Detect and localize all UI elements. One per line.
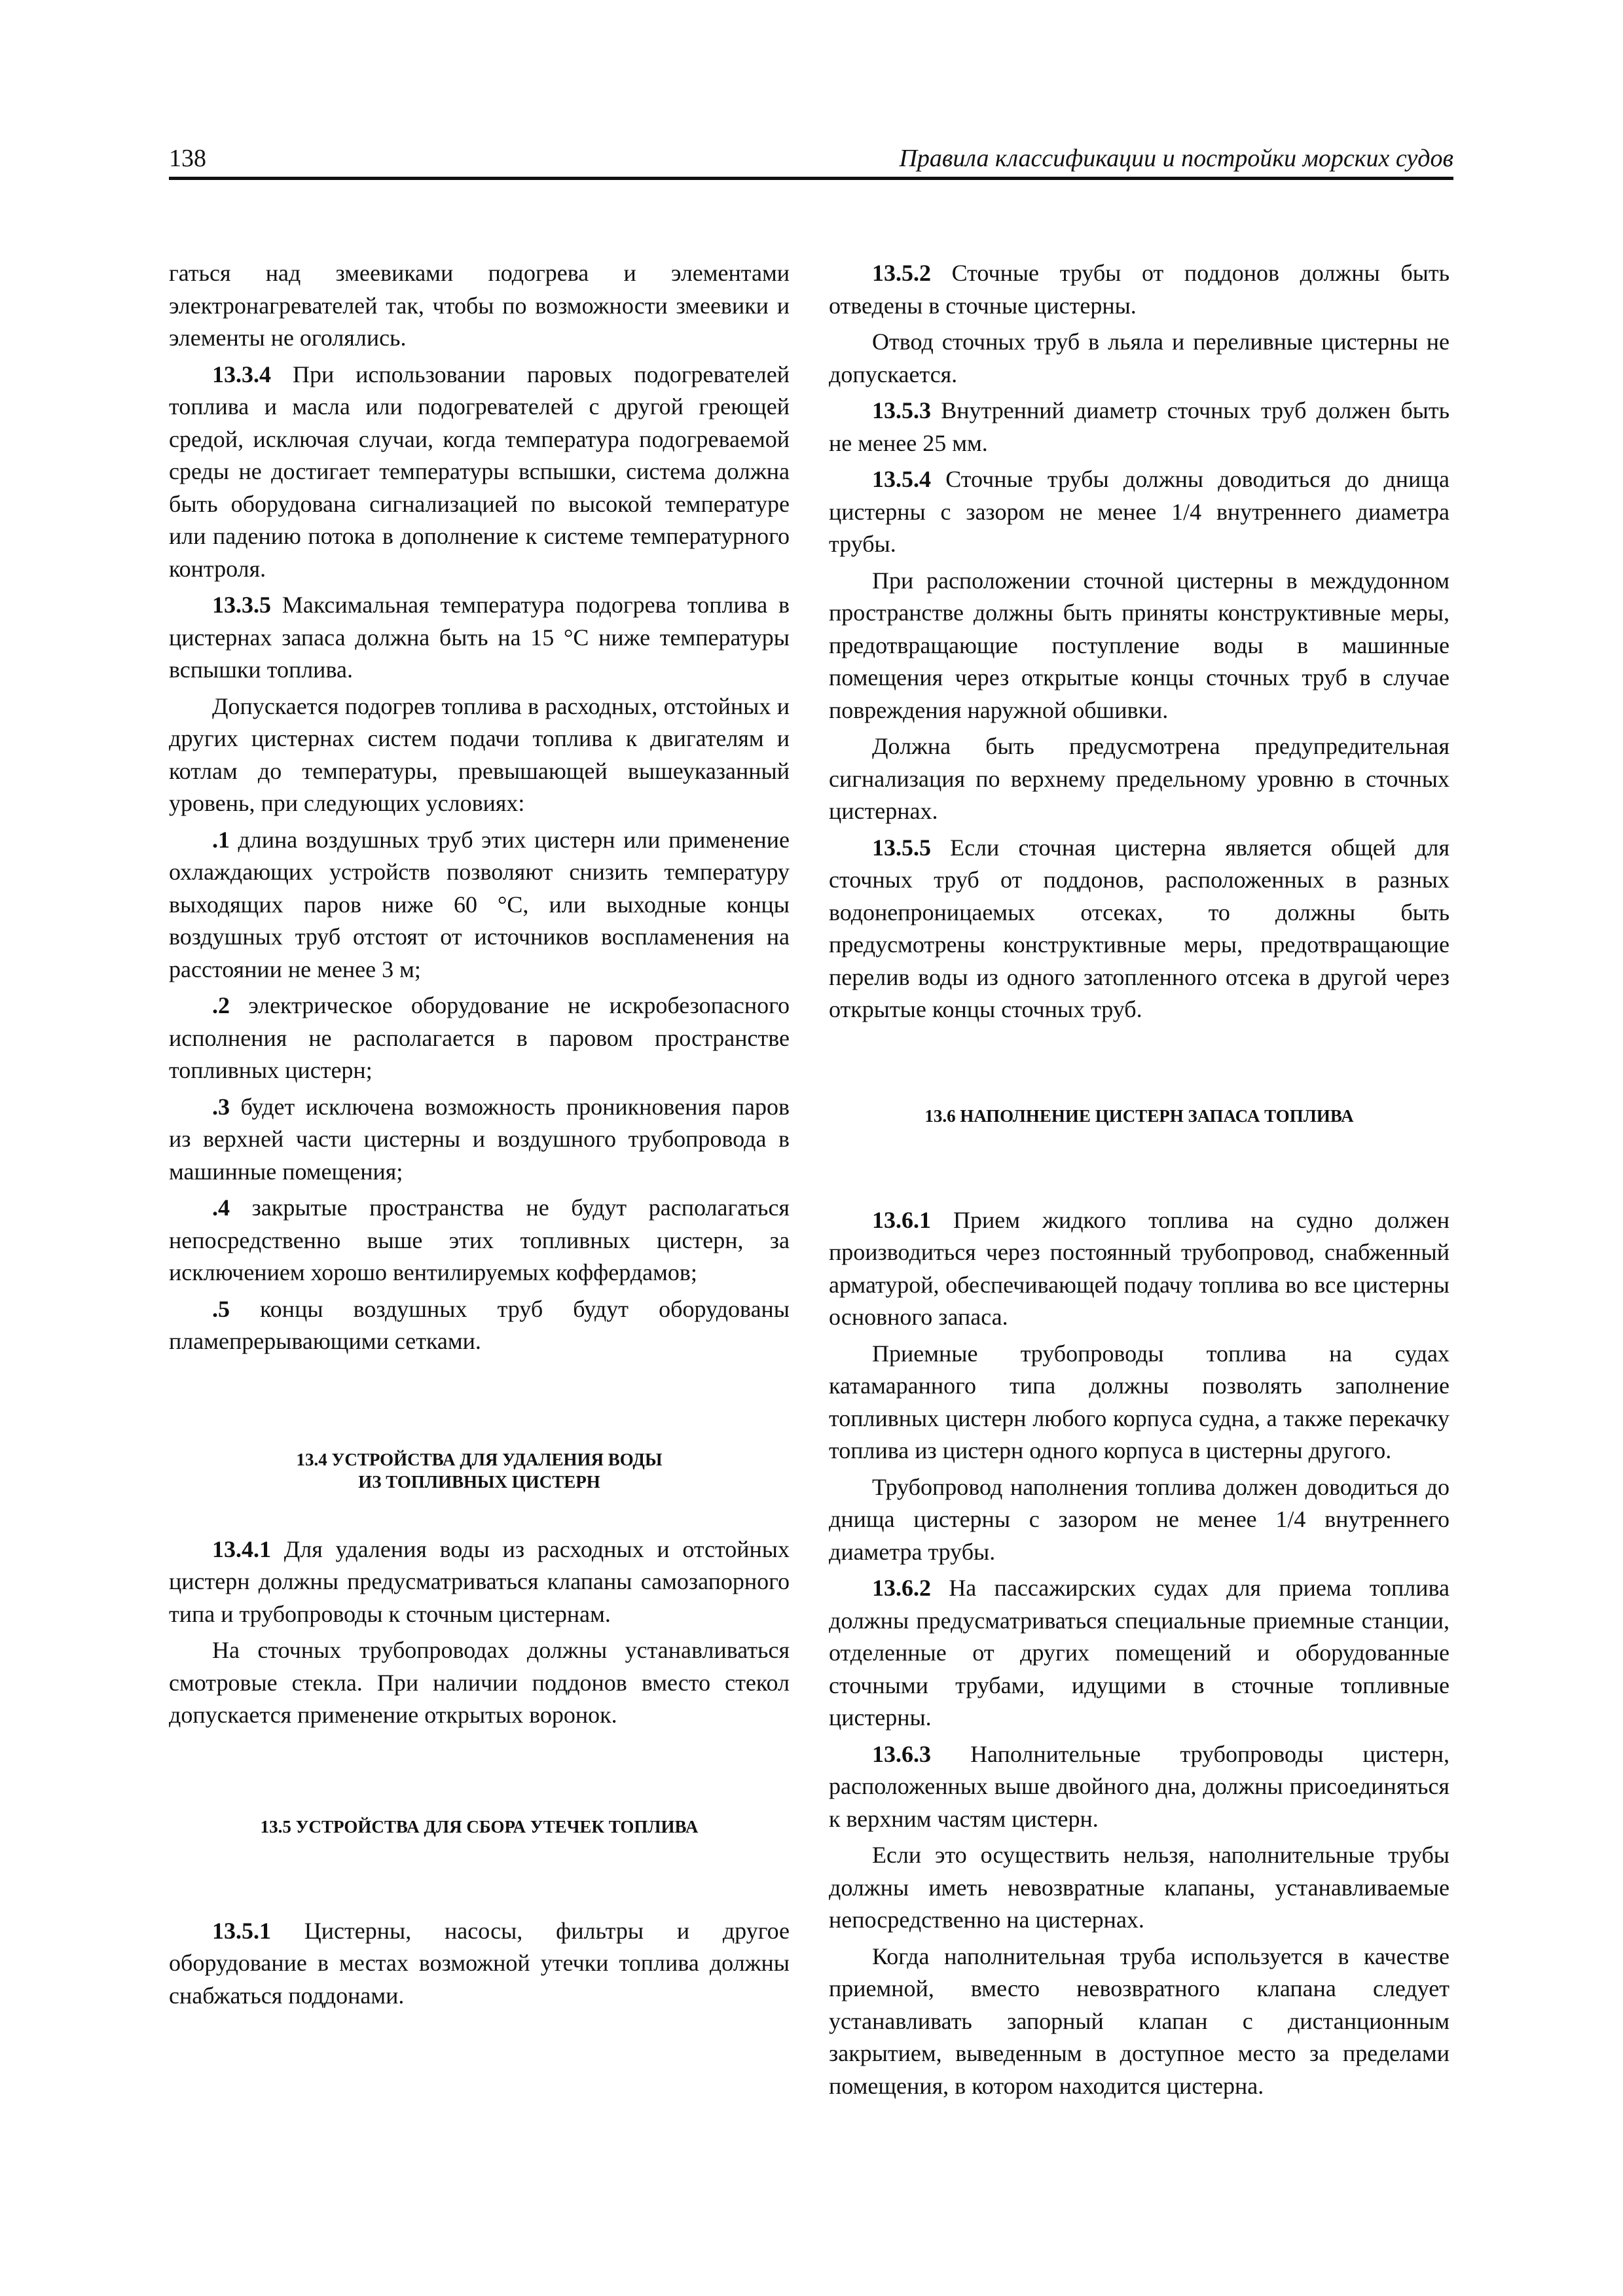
paragraph-13-3-5: 13.3.5 Максимальная температура подогрева топлива в цистернах запаса должна быть на 15 °С ниже температуры вспышки топлива. bbox=[169, 592, 790, 683]
paragraph: Если это осуществить нельзя, наполнительные трубы должны иметь невозвратные клапаны, устанавливаемые непосредственно на цистернах. bbox=[829, 1842, 1450, 1933]
paragraph-13-3-4: 13.3.4 При использовании паровых подогревателей топлива и масла или подогревателей с другой греющей средой, исключая случаи, когда температура подогреваемой среды не достигает температуры вспышки, система должна быть оборудована сигнализацией по высокой температуре или падению потока в дополнение к системе температурного контроля. bbox=[169, 361, 790, 582]
list-item: .1 длина воздушных труб этих цистерн или применение охлаждающих устройств позволяют снизить температуру выходящих паров ниже 60 °С, или выходные концы воздушных труб отстоят от источников воспламенения на расстоянии не менее 3 м; bbox=[169, 826, 790, 982]
item-number: .1 bbox=[212, 826, 230, 853]
clause-number: 13.4.1 bbox=[212, 1535, 271, 1562]
paragraph-13-6-2: 13.6.2 На пассажирских судах для приема топлива должны предусматриваться специальные приемные станции, отделенные от других помещений и оборудованные сточными трубами, идущими в сточные топливные цистерны. bbox=[829, 1575, 1450, 1731]
item-number: .2 bbox=[212, 992, 230, 1018]
list-item: .2 электрическое оборудование не искробезопасного исполнения не располагается в паровом пространстве топливных цистерн; bbox=[169, 992, 790, 1083]
header-rule bbox=[169, 177, 1453, 180]
clause-number: 13.5.1 bbox=[212, 1917, 271, 1944]
page-number: 138 bbox=[169, 145, 206, 172]
paragraph: Когда наполнительная труба используется в качестве приемной, вместо невозвратного клапана следует устанавливать запорный клапан с дистанционным закрытием, выведенным в доступное место за пределами помещения, в котором находится цистерна. bbox=[829, 1943, 1450, 2099]
clause-number: 13.6.3 bbox=[872, 1740, 931, 1767]
paragraph-13-5-3: 13.5.3 Внутренний диаметр сточных труб должен быть не менее 25 мм. bbox=[829, 397, 1450, 456]
clause-number: 13.3.5 bbox=[212, 592, 271, 618]
page-header bbox=[169, 143, 1453, 181]
clause-number: 13.6.2 bbox=[872, 1575, 931, 1601]
clause-number: 13.5.3 bbox=[872, 397, 931, 423]
paragraph: Допускается подогрев топлива в расходных, отстойных и других цистернах систем подачи топлива к двигателям и котлам до температуры, превышающей вышеуказанный уровень, при следующих условиях: bbox=[169, 692, 790, 816]
paragraph-13-4-1: 13.4.1 Для удаления воды из расходных и отстойных цистерн должны предусматриваться клапаны самозапорного типа и трубопроводы к сточным цистернам. bbox=[169, 1535, 790, 1627]
paragraph: гаться над змеевиками подогрева и элементами электронагревателей так, чтобы по возможности змеевики и элементы не оголялись. bbox=[169, 260, 790, 351]
paragraph: Должна быть предусмотрена предупредительная сигнализация по верхнему предельному уровню в сточных цистернах. bbox=[829, 733, 1450, 824]
item-number: .3 bbox=[212, 1093, 230, 1120]
clause-number: 13.6.1 bbox=[872, 1206, 931, 1233]
clause-number: 13.5.2 bbox=[872, 260, 931, 286]
paragraph-13-5-2: 13.5.2 Сточные трубы от поддонов должны быть отведены в сточные цистерны. bbox=[829, 260, 1450, 319]
paragraph: На сточных трубопроводах должны устанавливаться смотровые стекла. При наличии поддонов вместо стекол допускается применение открытых воронок. bbox=[169, 1637, 790, 1728]
running-title: Правила классификации и постройки морских судов bbox=[899, 145, 1453, 172]
section-heading-13-5: 13.5 УСТРОЙСТВА ДЛЯ СБОРА УТЕЧЕК ТОПЛИВА bbox=[260, 1816, 699, 1837]
list-item: .3 будет исключена возможность проникновения паров из верхней части цистерны и воздушного трубопровода в машинные помещения; bbox=[169, 1093, 790, 1185]
paragraph-13-6-1: 13.6.1 Прием жидкого топлива на судно должен производиться через постоянный трубопровод, снабженный арматурой, обеспечивающей подачу топлива во все цистерны основного запаса. bbox=[829, 1206, 1450, 1330]
list-item: .4 закрытые пространства не будут располагаться непосредственно выше этих топливных цистерн, за исключением хорошо вентилируемых коффердамов; bbox=[169, 1194, 790, 1285]
section-heading-13-6: 13.6 НАПОЛНЕНИЕ ЦИСТЕРН ЗАПАСА ТОПЛИВА bbox=[924, 1105, 1354, 1126]
paragraph-13-5-4: 13.5.4 Сточные трубы должны доводиться до днища цистерны с зазором не менее 1/4 внутреннего диаметра трубы. bbox=[829, 466, 1450, 557]
paragraph: Трубопровод наполнения топлива должен доводиться до днища цистерны с зазором не менее 1/4 внутреннего диаметра трубы. bbox=[829, 1473, 1450, 1565]
clause-number: 13.5.4 bbox=[872, 466, 931, 492]
paragraph-13-5-5: 13.5.5 Если сточная цистерна является общей для сточных труб от поддонов, расположенных в разных водонепроницаемых отсеках, то должны быть предусмотрены конструктивные меры, предотвращающие перелив воды из одного затопленного отсека в другой через открытые концы сточных труб. bbox=[829, 834, 1450, 1022]
right-column bbox=[829, 257, 1450, 2102]
clause-number: 13.3.4 bbox=[212, 361, 271, 387]
paragraph: Приемные трубопроводы топлива на судах катамаранного типа должны позволять заполнение топливных цистерн любого корпуса судна, а также перекачку топлива из цистерн одного корпуса в цистерны другого. bbox=[829, 1340, 1450, 1463]
section-heading-13-4: 13.4 УСТРОЙСТВА ДЛЯ УДАЛЕНИЯ ВОДЫ ИЗ ТОПЛИВНЫХ ЦИСТЕРН bbox=[296, 1449, 663, 1492]
paragraph: Отвод сточных труб в льяла и переливные цистерны не допускается. bbox=[829, 329, 1450, 387]
item-number: .5 bbox=[212, 1295, 230, 1322]
item-number: .4 bbox=[212, 1194, 230, 1221]
paragraph-13-6-3: 13.6.3 Наполнительные трубопроводы цистерн, расположенных выше двойного дна, должны присоединяться к верхним частям цистерн. bbox=[829, 1740, 1450, 1832]
list-item: .5 концы воздушных труб будут оборудованы пламепрерывающими сетками. bbox=[169, 1295, 790, 1354]
left-column bbox=[169, 257, 790, 2012]
paragraph: При расположении сточной цистерны в междудонном пространстве должны быть приняты конструктивные меры, предотвращающие поступление воды в машинные помещения через открытые концы сточных труб в случае повреждения наружной обшивки. bbox=[829, 567, 1450, 723]
clause-number: 13.5.5 bbox=[872, 834, 931, 861]
paragraph-13-5-1: 13.5.1 Цистерны, насосы, фильтры и другое оборудование в местах возможной утечки топлива должны снабжаться поддонами. bbox=[169, 1917, 790, 2009]
